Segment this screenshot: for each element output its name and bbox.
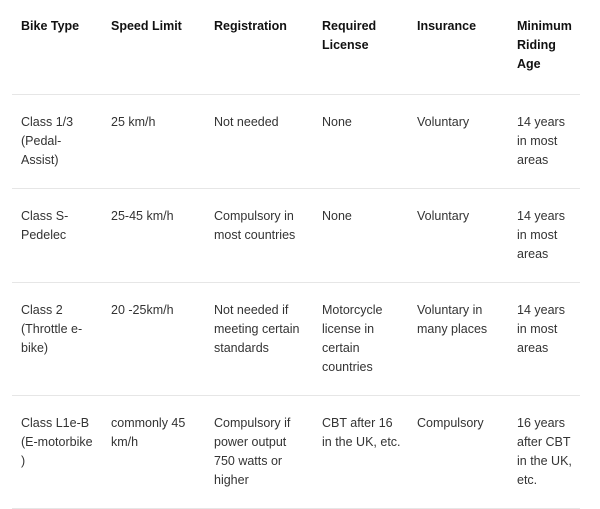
cell-bike-type: Class 1/3 (Pedal-Assist) bbox=[21, 115, 74, 167]
header-minimum-riding-age: Minimum Riding Age bbox=[517, 19, 572, 71]
cell-insurance: Voluntary in many places bbox=[417, 303, 488, 336]
cell-speed-limit: 25 km/h bbox=[111, 115, 156, 129]
header-row bbox=[12, 0, 580, 95]
cell-bike-type: Class 2 (Throttle e-bike) bbox=[21, 303, 83, 355]
cell-bike-type: Class S-Pedelec bbox=[21, 209, 69, 242]
cell-registration: Not needed bbox=[214, 115, 279, 129]
cell-insurance: Voluntary bbox=[417, 115, 470, 129]
cell-minimum-riding-age: 14 years in most areas bbox=[517, 115, 565, 167]
cell-insurance: Compulsory bbox=[417, 416, 484, 430]
cell-speed-limit: 25-45 km/h bbox=[111, 209, 174, 223]
header-bike-type: Bike Type bbox=[21, 19, 80, 33]
header-insurance: Insurance bbox=[417, 19, 477, 33]
cell-required-license: None bbox=[322, 115, 352, 129]
table-row bbox=[12, 396, 580, 509]
cell-bike-type: Class L1e-B (E-motorbike ) bbox=[21, 416, 93, 468]
table-row bbox=[12, 95, 580, 189]
cell-minimum-riding-age: 14 years in most areas bbox=[517, 303, 565, 355]
cell-required-license: None bbox=[322, 209, 352, 223]
header-required-license: Required License bbox=[322, 19, 377, 52]
cell-registration: Not needed if meeting certain standards bbox=[214, 303, 300, 355]
cell-speed-limit: commonly 45 km/h bbox=[111, 416, 186, 449]
table-row bbox=[12, 189, 580, 283]
table-body bbox=[12, 95, 580, 509]
ebike-comparison-table bbox=[12, 0, 580, 509]
table-header bbox=[12, 0, 580, 95]
cell-registration: Compulsory in most countries bbox=[214, 209, 296, 242]
cell-required-license: CBT after 16 in the UK, etc. bbox=[322, 416, 401, 449]
cell-minimum-riding-age: 14 years in most areas bbox=[517, 209, 565, 261]
header-speed-limit: Speed Limit bbox=[111, 19, 182, 33]
table-row bbox=[12, 283, 580, 396]
cell-required-license: Motorcycle license in certain countries bbox=[322, 303, 383, 374]
cell-insurance: Voluntary bbox=[417, 209, 470, 223]
cell-registration: Compulsory if power output 750 watts or higher bbox=[214, 416, 291, 487]
header-registration: Registration bbox=[214, 19, 287, 33]
cell-minimum-riding-age: 16 years after CBT in the UK, etc. bbox=[517, 416, 572, 487]
cell-speed-limit: 20 -25km/h bbox=[111, 303, 174, 317]
